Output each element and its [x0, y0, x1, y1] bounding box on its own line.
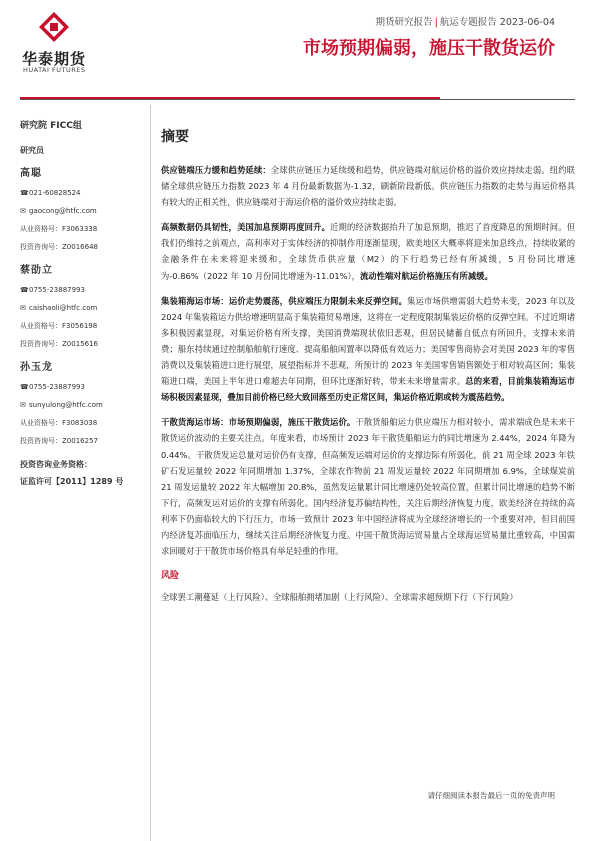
column-divider [150, 105, 151, 841]
report-title: 市场预期偏弱，施压干散货运价 [303, 38, 555, 59]
phone-icon: ☎ [20, 189, 29, 197]
logo-english-name: HUATAI FUTURES [23, 66, 86, 74]
risk-text: 全球罢工潮蔓延（上行风险）、全球船舶拥堵加剧（上行风险）、全球需求超预期下行（下行风险） [161, 592, 518, 603]
risk-heading: 风险 [161, 571, 180, 582]
analyst-license: 从业资格号：F3056198 [20, 322, 98, 330]
analyst-card [20, 358, 140, 453]
analyst-email[interactable]: gaocong@htfc.com [29, 207, 97, 215]
disclaimer-note: 请仔细阅读本报告最后一页的免责声明 [427, 791, 555, 800]
paragraph-body: 集运市场供增需弱大趋势未变，2023 年以及 2024 年集装箱运力供给增速明显高于集装箱贸易增速，这将在一定程度限制集装运价格的反弹空间。不过近期诸多积极因素显现，对集运价格有所支撑，美国消费端现状依旧悲观，但居民储蓄自低点有所回升，支撑未来消费；船东持续通过控制船舶航行速度、提高船舶闲置率以降低有效运力；美国零售商协会对美国 2023 年的零售消费以及集装箱进口进行展望，展望指标并不悲观，所预计的 2023 年美国零售销售额处于相对较高区间；集装箱进口端，美国上半年进口难超去年同期，但环比逐渐好转，带来未来增量需求。 [161, 295, 575, 387]
logo-mark-icon [39, 12, 69, 42]
phone-icon: ☎ [20, 383, 29, 391]
certification-value: 证监许可【2011】1289 号 [20, 477, 124, 486]
section-heading: 摘要 [161, 129, 189, 145]
analyst-card [20, 261, 140, 356]
phone-icon: ☎ [20, 286, 29, 294]
header-divider [20, 99, 575, 100]
analyst-license: 从业资格号：F3063338 [20, 225, 98, 233]
paragraph-body: 近期的经济数据抬升了加息预期，推迟了首度降息的预期时间。但我们仍维持之前观点，高利率对于实体经济的抑制作用逐渐显现，欧美地区大概率将迎来加息终点，持续收紧的金融条件在未来将迎来缓和，全球货币供应量（M2）的下行趋势已经有所减缓，5 月份同比增速为-0.86%（2022 年 10 月份同比增速为-11.01%）， [161, 222, 575, 281]
paragraph-conclusion: 总的来看，目前集装箱海运市场积极因素显现，叠加目前价格已经大致回落至历史正常区间，集运价格近期或转为震荡趋势。 [161, 376, 575, 403]
header-accent-bar [20, 97, 440, 99]
paragraph-body: 全球供应链压力延续缓和趋势，供应链端对航运价格的溢价效应持续走弱。纽约联储全球供应链压力指数 2023 年 4 月份最新数据为-1.32，刷新阶段新低。供应链压力指数的走势与海运价格具有较大的正相关性，供应链端对于海运价格的溢价效应持续走弱。 [161, 165, 575, 208]
certification-label: 投资咨询业务资格： [20, 460, 92, 469]
analyst-advisor-id: 投资咨询号：Z0015616 [20, 340, 98, 348]
analyst-email[interactable]: caishaoli@htfc.com [29, 304, 98, 312]
paragraph-body: 干散货船舶运力供应端压力相对较小，需求端成色是未来干散货运价波动的主要关注点。年度来看，市场预计 2023 年干散货船舶运力的同比增速为 2.44%，2024 年降为 0.44%。干散货发运总量对运价仍有支撑，但高频发运端对运价的支撑边际有所弱化，前 21 周全球 2023 年铁矿石发运量较 2022 年同期增加 1.37%，全球农作物前 21 周发运量较 2022 年同期增加 6.9%，全球煤炭前 21 周发运量较 2022 年大幅增加 20.8%，虽然发运量累计同比增速仍处较高位置，但累计同比增速的趋势不断下行，高频发运对运价的支撑有所弱化。国内经济复苏偏结构性，关注后期经济恢复力度，欧美经济在持续的高利率下仍面临较大的下行压力，市场一致预计 2023 年中国经济将成为全球经济增长的一个重要对冲，但目前国内经济复苏面临压力，继续关注后期经济恢复力度。中国干散货海运贸易量占全球海运贸易量比重较高，中国需求回暖对于干散货市场价格具有举足轻重的作用。 [161, 417, 575, 557]
email-icon: ✉ [20, 401, 26, 409]
meta-separator: | [434, 17, 438, 28]
analyst-name: 高聪 [20, 168, 42, 179]
paragraph-supply-chain [161, 162, 575, 210]
analyst-phone: 0755-23887993 [29, 286, 85, 294]
summary-section [161, 118, 575, 605]
logo-chinese-name: 华泰期货 [22, 50, 87, 68]
paragraph-lead: 供应链端压力缓和趋势延续： [161, 165, 271, 175]
paragraph-conclusion: 流动性端对航运价格施压有所减缓。 [359, 270, 493, 281]
analyst-name: 孙玉龙 [20, 362, 53, 373]
report-meta [376, 14, 555, 28]
paragraph-lead: 高频数据仍具韧性，美国加息预期再度回升。 [161, 222, 331, 233]
paragraph-container [161, 293, 575, 406]
email-icon: ✉ [20, 207, 26, 215]
report-category-date: 航运专题报告 2023-06-04 [439, 17, 555, 28]
paragraph-macro [161, 219, 575, 283]
paragraph-lead: 干散货海运市场：市场预期偏弱，施压干散货运价。 [161, 417, 356, 428]
paragraph-dry-bulk [161, 414, 575, 559]
analyst-license: 从业资格号：F3083038 [20, 419, 98, 427]
analyst-advisor-id: 投资咨询号：Z0016257 [20, 437, 98, 445]
email-icon: ✉ [20, 304, 26, 312]
analyst-name: 蔡劭立 [20, 265, 53, 276]
analyst-phone: 021-60828524 [29, 189, 81, 197]
analyst-card [20, 164, 140, 259]
analyst-phone: 0755-23887993 [29, 383, 85, 391]
analyst-email[interactable]: sunyulong@htfc.com [29, 401, 103, 409]
paragraph-lead: 集装箱海运市场：运价走势震荡，供应端压力限制未来反弹空间。 [161, 295, 408, 306]
department-name: 研究院 FICC组 [20, 121, 82, 131]
report-type: 期货研究报告 [375, 17, 433, 28]
analyst-sidebar [20, 118, 140, 487]
analyst-advisor-id: 投资咨询号：Z0016648 [20, 243, 98, 251]
role-label: 研究员 [20, 146, 44, 155]
